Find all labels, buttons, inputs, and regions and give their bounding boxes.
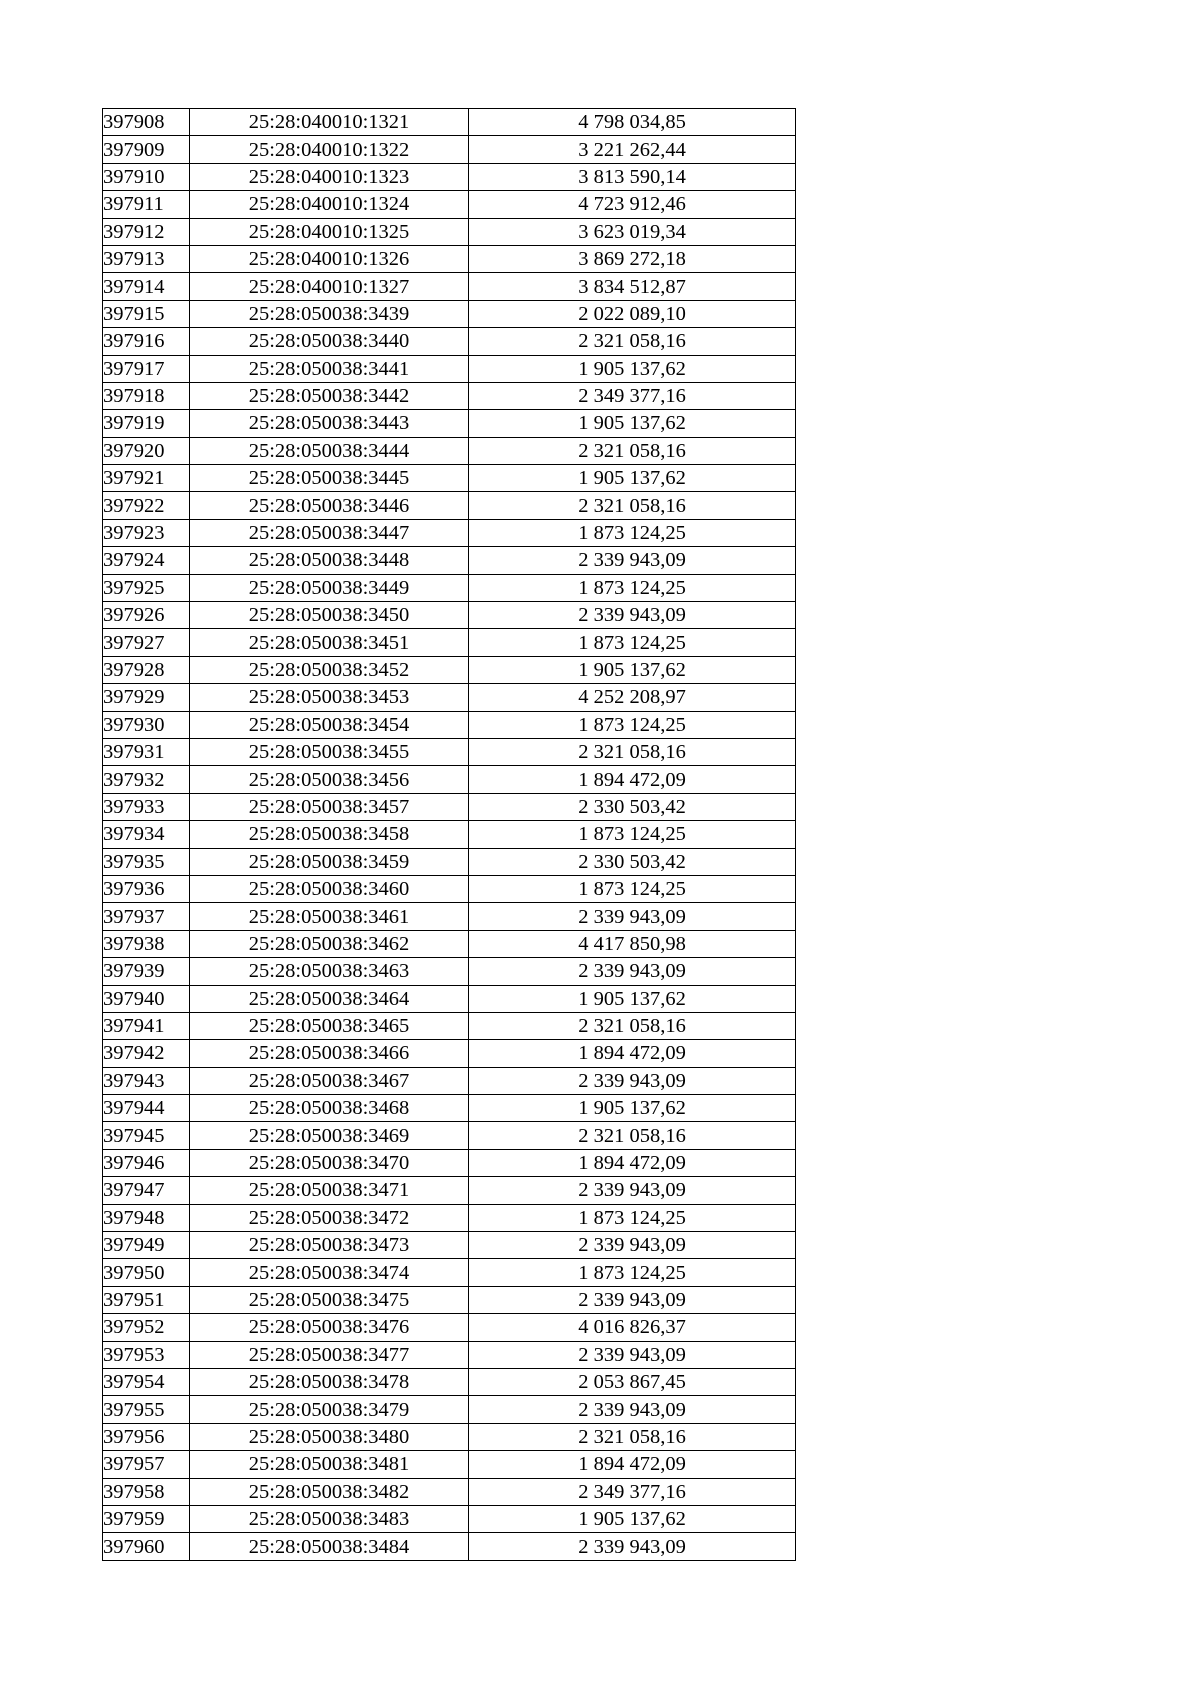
cadastral-value-cell: 1 873 124,25 xyxy=(469,875,796,902)
cadastral-value-cell: 4 016 826,37 xyxy=(469,1314,796,1341)
cadastral-value-cell: 3 221 262,44 xyxy=(469,136,796,163)
row-number-cell: 397955 xyxy=(103,1396,190,1423)
table-row xyxy=(103,492,796,519)
cadastral-value-cell: 1 905 137,62 xyxy=(469,410,796,437)
cadastral-value-cell: 3 813 590,14 xyxy=(469,163,796,190)
table-row xyxy=(103,218,796,245)
cadastral-value-cell: 2 339 943,09 xyxy=(469,547,796,574)
cadastral-number-cell: 25:28:040010:1327 xyxy=(190,273,469,300)
table-row xyxy=(103,738,796,765)
cadastral-number-cell: 25:28:040010:1321 xyxy=(190,109,469,136)
cadastral-value-cell: 2 339 943,09 xyxy=(469,958,796,985)
row-number-cell: 397920 xyxy=(103,437,190,464)
row-number-cell: 397916 xyxy=(103,328,190,355)
table-row xyxy=(103,766,796,793)
cadastral-number-cell: 25:28:050038:3473 xyxy=(190,1232,469,1259)
table-row xyxy=(103,191,796,218)
table-row xyxy=(103,273,796,300)
table-row xyxy=(103,300,796,327)
cadastral-value-cell: 2 321 058,16 xyxy=(469,1012,796,1039)
cadastral-value-cell: 3 869 272,18 xyxy=(469,245,796,272)
table-row xyxy=(103,547,796,574)
table-row xyxy=(103,1423,796,1450)
table-row xyxy=(103,328,796,355)
row-number-cell: 397911 xyxy=(103,191,190,218)
row-number-cell: 397933 xyxy=(103,793,190,820)
table-row xyxy=(103,1341,796,1368)
cadastral-number-cell: 25:28:050038:3455 xyxy=(190,738,469,765)
row-number-cell: 397917 xyxy=(103,355,190,382)
table-row xyxy=(103,1286,796,1313)
row-number-cell: 397943 xyxy=(103,1067,190,1094)
row-number-cell: 397945 xyxy=(103,1122,190,1149)
cadastral-number-cell: 25:28:050038:3446 xyxy=(190,492,469,519)
table-row xyxy=(103,1177,796,1204)
row-number-cell: 397925 xyxy=(103,574,190,601)
cadastral-value-cell: 1 905 137,62 xyxy=(469,465,796,492)
cadastral-number-cell: 25:28:050038:3444 xyxy=(190,437,469,464)
cadastral-value-cell: 2 321 058,16 xyxy=(469,437,796,464)
cadastral-value-cell: 2 339 943,09 xyxy=(469,1341,796,1368)
cadastral-value-cell: 2 339 943,09 xyxy=(469,1396,796,1423)
row-number-cell: 397939 xyxy=(103,958,190,985)
cadastral-value-cell: 1 894 472,09 xyxy=(469,1451,796,1478)
cadastral-number-cell: 25:28:050038:3475 xyxy=(190,1286,469,1313)
cadastral-number-cell: 25:28:050038:3481 xyxy=(190,1451,469,1478)
table-row xyxy=(103,875,796,902)
cadastral-number-cell: 25:28:050038:3443 xyxy=(190,410,469,437)
row-number-cell: 397936 xyxy=(103,875,190,902)
table-row xyxy=(103,958,796,985)
row-number-cell: 397931 xyxy=(103,738,190,765)
table-row xyxy=(103,602,796,629)
row-number-cell: 397937 xyxy=(103,903,190,930)
cadastral-number-cell: 25:28:050038:3474 xyxy=(190,1259,469,1286)
row-number-cell: 397958 xyxy=(103,1478,190,1505)
row-number-cell: 397942 xyxy=(103,1040,190,1067)
table-row xyxy=(103,1478,796,1505)
cadastral-number-cell: 25:28:050038:3448 xyxy=(190,547,469,574)
cadastral-number-cell: 25:28:040010:1322 xyxy=(190,136,469,163)
cadastral-number-cell: 25:28:050038:3467 xyxy=(190,1067,469,1094)
cadastral-number-cell: 25:28:050038:3453 xyxy=(190,684,469,711)
row-number-cell: 397956 xyxy=(103,1423,190,1450)
cadastral-number-cell: 25:28:040010:1325 xyxy=(190,218,469,245)
cadastral-value-cell: 2 349 377,16 xyxy=(469,1478,796,1505)
cadastral-value-cell: 4 252 208,97 xyxy=(469,684,796,711)
cadastral-value-cell: 2 339 943,09 xyxy=(469,1067,796,1094)
table-row xyxy=(103,930,796,957)
cadastral-value-cell: 1 894 472,09 xyxy=(469,1040,796,1067)
cadastral-value-cell: 2 339 943,09 xyxy=(469,1232,796,1259)
cadastral-value-cell: 1 905 137,62 xyxy=(469,985,796,1012)
table-row xyxy=(103,355,796,382)
cadastral-number-cell: 25:28:050038:3451 xyxy=(190,629,469,656)
cadastral-value-cell: 2 321 058,16 xyxy=(469,328,796,355)
row-number-cell: 397915 xyxy=(103,300,190,327)
row-number-cell: 397940 xyxy=(103,985,190,1012)
row-number-cell: 397954 xyxy=(103,1368,190,1395)
row-number-cell: 397932 xyxy=(103,766,190,793)
cadastral-number-cell: 25:28:040010:1326 xyxy=(190,245,469,272)
cadastral-number-cell: 25:28:050038:3479 xyxy=(190,1396,469,1423)
cadastral-number-cell: 25:28:050038:3450 xyxy=(190,602,469,629)
row-number-cell: 397935 xyxy=(103,848,190,875)
table-row xyxy=(103,1012,796,1039)
table-row xyxy=(103,465,796,492)
table-row xyxy=(103,1149,796,1176)
row-number-cell: 397930 xyxy=(103,711,190,738)
cadastral-value-cell: 1 894 472,09 xyxy=(469,766,796,793)
cadastral-value-cell: 2 339 943,09 xyxy=(469,1286,796,1313)
cadastral-value-cell: 2 339 943,09 xyxy=(469,1177,796,1204)
row-number-cell: 397927 xyxy=(103,629,190,656)
row-number-cell: 397919 xyxy=(103,410,190,437)
table-row xyxy=(103,1122,796,1149)
table-row xyxy=(103,1259,796,1286)
row-number-cell: 397951 xyxy=(103,1286,190,1313)
cadastral-number-cell: 25:28:050038:3441 xyxy=(190,355,469,382)
cadastral-number-cell: 25:28:050038:3459 xyxy=(190,848,469,875)
cadastral-number-cell: 25:28:050038:3454 xyxy=(190,711,469,738)
cadastral-number-cell: 25:28:050038:3456 xyxy=(190,766,469,793)
table-row xyxy=(103,985,796,1012)
cadastral-number-cell: 25:28:050038:3458 xyxy=(190,821,469,848)
row-number-cell: 397926 xyxy=(103,602,190,629)
cadastral-value-cell: 2 022 089,10 xyxy=(469,300,796,327)
table-row xyxy=(103,382,796,409)
row-number-cell: 397952 xyxy=(103,1314,190,1341)
row-number-cell: 397953 xyxy=(103,1341,190,1368)
row-number-cell: 397914 xyxy=(103,273,190,300)
cadastral-value-cell: 1 905 137,62 xyxy=(469,1505,796,1532)
table-row xyxy=(103,245,796,272)
cadastral-number-cell: 25:28:050038:3468 xyxy=(190,1095,469,1122)
cadastral-value-cell: 1 894 472,09 xyxy=(469,1149,796,1176)
row-number-cell: 397948 xyxy=(103,1204,190,1231)
cadastral-number-cell: 25:28:050038:3470 xyxy=(190,1149,469,1176)
row-number-cell: 397922 xyxy=(103,492,190,519)
cadastral-value-table xyxy=(102,108,796,1561)
cadastral-value-cell: 2 330 503,42 xyxy=(469,793,796,820)
cadastral-number-cell: 25:28:050038:3440 xyxy=(190,328,469,355)
row-number-cell: 397924 xyxy=(103,547,190,574)
cadastral-number-cell: 25:28:050038:3483 xyxy=(190,1505,469,1532)
table-row xyxy=(103,574,796,601)
cadastral-number-cell: 25:28:050038:3482 xyxy=(190,1478,469,1505)
cadastral-value-cell: 2 321 058,16 xyxy=(469,1122,796,1149)
cadastral-value-cell: 2 321 058,16 xyxy=(469,738,796,765)
row-number-cell: 397959 xyxy=(103,1505,190,1532)
cadastral-value-cell: 1 873 124,25 xyxy=(469,1204,796,1231)
row-number-cell: 397909 xyxy=(103,136,190,163)
row-number-cell: 397908 xyxy=(103,109,190,136)
table-row xyxy=(103,519,796,546)
cadastral-value-cell: 1 873 124,25 xyxy=(469,629,796,656)
row-number-cell: 397928 xyxy=(103,656,190,683)
cadastral-value-cell: 2 339 943,09 xyxy=(469,602,796,629)
cadastral-value-cell: 4 723 912,46 xyxy=(469,191,796,218)
cadastral-number-cell: 25:28:040010:1323 xyxy=(190,163,469,190)
cadastral-number-cell: 25:28:050038:3472 xyxy=(190,1204,469,1231)
table-row xyxy=(103,1095,796,1122)
cadastral-value-cell: 1 873 124,25 xyxy=(469,1259,796,1286)
cadastral-number-cell: 25:28:050038:3476 xyxy=(190,1314,469,1341)
cadastral-number-cell: 25:28:050038:3465 xyxy=(190,1012,469,1039)
row-number-cell: 397929 xyxy=(103,684,190,711)
row-number-cell: 397923 xyxy=(103,519,190,546)
cadastral-number-cell: 25:28:050038:3466 xyxy=(190,1040,469,1067)
cadastral-value-cell: 2 321 058,16 xyxy=(469,492,796,519)
cadastral-number-cell: 25:28:050038:3480 xyxy=(190,1423,469,1450)
table-row xyxy=(103,109,796,136)
cadastral-value-cell: 1 873 124,25 xyxy=(469,574,796,601)
table-row xyxy=(103,1505,796,1532)
cadastral-number-cell: 25:28:050038:3457 xyxy=(190,793,469,820)
table-row xyxy=(103,656,796,683)
row-number-cell: 397960 xyxy=(103,1533,190,1560)
table-row xyxy=(103,1451,796,1478)
table-row xyxy=(103,684,796,711)
cadastral-number-cell: 25:28:050038:3462 xyxy=(190,930,469,957)
cadastral-number-cell: 25:28:040010:1324 xyxy=(190,191,469,218)
table-row xyxy=(103,903,796,930)
row-number-cell: 397934 xyxy=(103,821,190,848)
table-row xyxy=(103,1368,796,1395)
row-number-cell: 397921 xyxy=(103,465,190,492)
cadastral-number-cell: 25:28:050038:3469 xyxy=(190,1122,469,1149)
row-number-cell: 397949 xyxy=(103,1232,190,1259)
table-row xyxy=(103,793,796,820)
cadastral-number-cell: 25:28:050038:3445 xyxy=(190,465,469,492)
cadastral-number-cell: 25:28:050038:3464 xyxy=(190,985,469,1012)
cadastral-number-cell: 25:28:050038:3463 xyxy=(190,958,469,985)
cadastral-value-cell: 1 905 137,62 xyxy=(469,656,796,683)
row-number-cell: 397944 xyxy=(103,1095,190,1122)
cadastral-value-cell: 1 873 124,25 xyxy=(469,519,796,546)
table-row xyxy=(103,821,796,848)
table-row xyxy=(103,437,796,464)
table-row xyxy=(103,1533,796,1560)
row-number-cell: 397950 xyxy=(103,1259,190,1286)
cadastral-number-cell: 25:28:050038:3471 xyxy=(190,1177,469,1204)
table-row xyxy=(103,410,796,437)
table-row xyxy=(103,711,796,738)
cadastral-value-cell: 3 623 019,34 xyxy=(469,218,796,245)
row-number-cell: 397918 xyxy=(103,382,190,409)
cadastral-value-cell: 1 905 137,62 xyxy=(469,355,796,382)
cadastral-number-cell: 25:28:050038:3460 xyxy=(190,875,469,902)
cadastral-number-cell: 25:28:050038:3478 xyxy=(190,1368,469,1395)
cadastral-number-cell: 25:28:050038:3447 xyxy=(190,519,469,546)
table-row xyxy=(103,629,796,656)
cadastral-number-cell: 25:28:050038:3484 xyxy=(190,1533,469,1560)
cadastral-value-cell: 2 339 943,09 xyxy=(469,903,796,930)
table-body xyxy=(103,109,796,1561)
cadastral-number-cell: 25:28:050038:3461 xyxy=(190,903,469,930)
cadastral-number-cell: 25:28:050038:3449 xyxy=(190,574,469,601)
row-number-cell: 397957 xyxy=(103,1451,190,1478)
table-row xyxy=(103,1396,796,1423)
table-row xyxy=(103,1232,796,1259)
cadastral-value-cell: 1 905 137,62 xyxy=(469,1095,796,1122)
table-row xyxy=(103,848,796,875)
row-number-cell: 397938 xyxy=(103,930,190,957)
cadastral-number-cell: 25:28:050038:3477 xyxy=(190,1341,469,1368)
row-number-cell: 397913 xyxy=(103,245,190,272)
table-row xyxy=(103,1067,796,1094)
cadastral-value-cell: 2 330 503,42 xyxy=(469,848,796,875)
row-number-cell: 397912 xyxy=(103,218,190,245)
table-row xyxy=(103,1204,796,1231)
table-row xyxy=(103,1040,796,1067)
table-row xyxy=(103,163,796,190)
row-number-cell: 397910 xyxy=(103,163,190,190)
cadastral-number-cell: 25:28:050038:3452 xyxy=(190,656,469,683)
cadastral-number-cell: 25:28:050038:3439 xyxy=(190,300,469,327)
cadastral-value-cell: 2 339 943,09 xyxy=(469,1533,796,1560)
table-row xyxy=(103,136,796,163)
cadastral-value-cell: 2 349 377,16 xyxy=(469,382,796,409)
row-number-cell: 397946 xyxy=(103,1149,190,1176)
cadastral-number-cell: 25:28:050038:3442 xyxy=(190,382,469,409)
cadastral-value-cell: 4 417 850,98 xyxy=(469,930,796,957)
cadastral-value-cell: 3 834 512,87 xyxy=(469,273,796,300)
row-number-cell: 397941 xyxy=(103,1012,190,1039)
cadastral-value-cell: 4 798 034,85 xyxy=(469,109,796,136)
table-row xyxy=(103,1314,796,1341)
cadastral-value-cell: 2 321 058,16 xyxy=(469,1423,796,1450)
cadastral-value-cell: 2 053 867,45 xyxy=(469,1368,796,1395)
cadastral-value-cell: 1 873 124,25 xyxy=(469,821,796,848)
row-number-cell: 397947 xyxy=(103,1177,190,1204)
cadastral-value-cell: 1 873 124,25 xyxy=(469,711,796,738)
